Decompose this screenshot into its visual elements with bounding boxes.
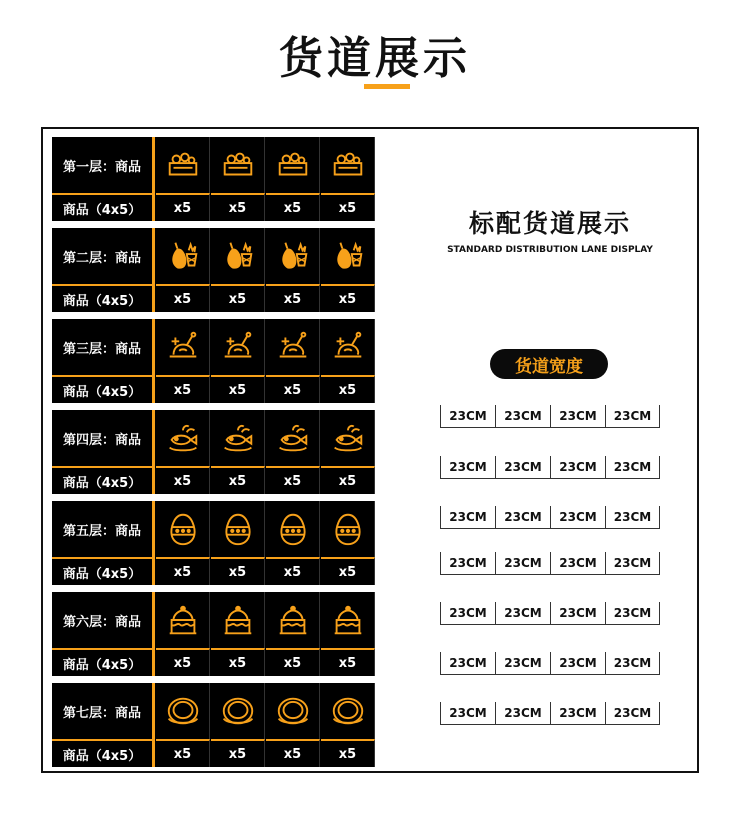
lane-width-row [440, 702, 660, 725]
lane-width-value: 23CM [495, 702, 550, 724]
plate-icon [156, 683, 210, 739]
roast-chicken-icon [321, 319, 375, 375]
lane-width-value: 23CM [605, 552, 660, 574]
slot-quantity: x5 [211, 193, 265, 221]
lane-width-value: 23CM [440, 552, 495, 574]
fish-dish-icon [211, 410, 265, 466]
slot-quantity: x5 [266, 193, 320, 221]
fish-dish-icon [266, 410, 320, 466]
lane-width-value: 23CM [605, 602, 660, 624]
lane-width-value: 23CM [605, 456, 660, 478]
shelf-divider [152, 137, 155, 221]
slot-quantity: x5 [321, 284, 375, 312]
lane-width-value: 23CM [550, 552, 605, 574]
slot-quantity: x5 [321, 375, 375, 403]
shelf-label: 第五层：商品 [62, 523, 141, 539]
lane-width-value: 23CM [550, 652, 605, 674]
lane-width-value: 23CM [605, 652, 660, 674]
shelf-sublabel: 商品（4x5） [52, 375, 152, 403]
shelf-divider [152, 319, 155, 403]
slot-quantity: x5 [266, 739, 320, 767]
lane-width-row [440, 602, 660, 625]
lane-width-row [440, 405, 660, 428]
lane-width-value: 23CM [495, 405, 550, 427]
slot-quantity: x5 [321, 739, 375, 767]
lane-width-value: 23CM [550, 702, 605, 724]
lane-width-row [440, 506, 660, 529]
egg-icon [266, 501, 320, 557]
fish-dish-icon [321, 410, 375, 466]
pineapple-pear-icon [156, 228, 210, 284]
lane-width-value: 23CM [605, 405, 660, 427]
shelf-label: 第二层：商品 [62, 250, 141, 266]
shelf-sublabel: 商品（4x5） [52, 557, 152, 585]
slot-quantity: x5 [266, 466, 320, 494]
shelf-label: 第三层：商品 [62, 341, 141, 357]
slot-quantity: x5 [266, 648, 320, 676]
cake-icon [266, 592, 320, 648]
lane-width-value: 23CM [440, 506, 495, 528]
lane-width-value: 23CM [495, 456, 550, 478]
lane-width-value: 23CM [605, 506, 660, 528]
slot-quantity: x5 [156, 284, 210, 312]
side-title: 标配货道展示 [468, 209, 631, 238]
shelf-label: 第七层：商品 [62, 705, 141, 721]
shelf-row [52, 592, 375, 676]
shelf-sublabel: 商品（4x5） [52, 466, 152, 494]
slot-quantity: x5 [211, 284, 265, 312]
egg-icon [156, 501, 210, 557]
food-tray-icon [266, 137, 320, 193]
lane-width-value: 23CM [440, 405, 495, 427]
page-title: 货道展示 [279, 33, 471, 84]
slot-quantity: x5 [156, 648, 210, 676]
shelf-label: 第六层：商品 [62, 614, 141, 630]
lane-width-value: 23CM [550, 456, 605, 478]
slot-quantity: x5 [156, 466, 210, 494]
shelf-label: 第四层：商品 [62, 432, 141, 448]
food-tray-icon [156, 137, 210, 193]
shelf-row [52, 410, 375, 494]
slot-quantity: x5 [156, 375, 210, 403]
lane-width-value: 23CM [550, 602, 605, 624]
lane-width-value: 23CM [605, 702, 660, 724]
shelf-row [52, 137, 375, 221]
plate-icon [211, 683, 265, 739]
lane-width-value: 23CM [550, 506, 605, 528]
egg-icon [211, 501, 265, 557]
lane-width-value: 23CM [495, 552, 550, 574]
plate-icon [321, 683, 375, 739]
slot-quantity: x5 [156, 193, 210, 221]
shelf-divider [152, 410, 155, 494]
slot-quantity: x5 [211, 375, 265, 403]
food-tray-icon [321, 137, 375, 193]
shelf-sublabel: 商品（4x5） [52, 648, 152, 676]
slot-quantity: x5 [266, 557, 320, 585]
lane-width-row [440, 652, 660, 675]
slot-quantity: x5 [211, 466, 265, 494]
shelf-divider [152, 683, 155, 767]
food-tray-icon [211, 137, 265, 193]
slot-quantity: x5 [321, 648, 375, 676]
roast-chicken-icon [156, 319, 210, 375]
lane-width-value: 23CM [495, 506, 550, 528]
title-underline [364, 84, 410, 89]
slot-quantity: x5 [321, 557, 375, 585]
side-subtitle: STANDARD DISTRIBUTION LANE DISPLAY [447, 245, 653, 255]
lane-width-value: 23CM [440, 602, 495, 624]
lane-width-badge: 货道宽度 [490, 349, 608, 379]
roast-chicken-icon [211, 319, 265, 375]
shelf-divider [152, 592, 155, 676]
shelf-sublabel: 商品（4x5） [52, 193, 152, 221]
plate-icon [266, 683, 320, 739]
shelf-divider [152, 501, 155, 585]
lane-width-value: 23CM [440, 456, 495, 478]
cake-icon [321, 592, 375, 648]
slot-quantity: x5 [211, 557, 265, 585]
fish-dish-icon [156, 410, 210, 466]
slot-quantity: x5 [321, 466, 375, 494]
pineapple-pear-icon [211, 228, 265, 284]
lane-width-row [440, 456, 660, 479]
lane-width-value: 23CM [495, 602, 550, 624]
shelf-row [52, 228, 375, 312]
slot-quantity: x5 [266, 375, 320, 403]
slot-quantity: x5 [211, 739, 265, 767]
lane-width-value: 23CM [440, 702, 495, 724]
egg-icon [321, 501, 375, 557]
pineapple-pear-icon [321, 228, 375, 284]
pineapple-pear-icon [266, 228, 320, 284]
cake-icon [156, 592, 210, 648]
shelf-row [52, 319, 375, 403]
slot-quantity: x5 [156, 739, 210, 767]
lane-width-row [440, 552, 660, 575]
slot-quantity: x5 [321, 193, 375, 221]
lane-width-value: 23CM [495, 652, 550, 674]
shelf-divider [152, 228, 155, 312]
slot-quantity: x5 [156, 557, 210, 585]
shelf-row [52, 501, 375, 585]
cake-icon [211, 592, 265, 648]
shelf-row [52, 683, 375, 767]
shelf-sublabel: 商品（4x5） [52, 284, 152, 312]
slot-quantity: x5 [266, 284, 320, 312]
roast-chicken-icon [266, 319, 320, 375]
shelf-label: 第一层：商品 [62, 159, 141, 175]
slot-quantity: x5 [211, 648, 265, 676]
shelf-sublabel: 商品（4x5） [52, 739, 152, 767]
lane-width-value: 23CM [550, 405, 605, 427]
lane-width-value: 23CM [440, 652, 495, 674]
